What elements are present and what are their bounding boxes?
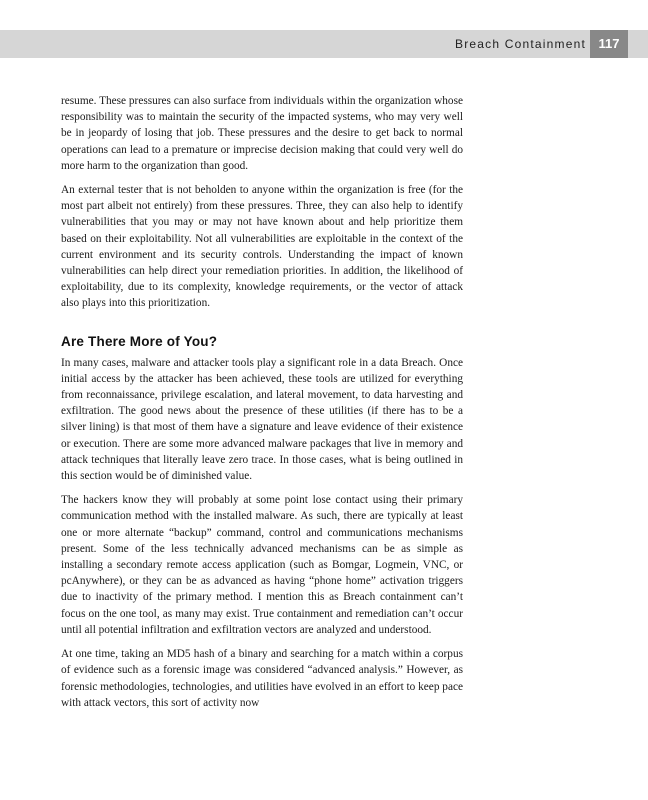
paragraph: In many cases, malware and attacker tools play a significant role in a data Breach. Once initial access by the attacker has been achieved, these tools are utilized for everything from reconnaissance, privilege escalation, and lateral movement, to data harvesting and exfiltration. The good news about the presence of these utilities (if there has to be a silver lining) is that most of them have a signature and leave evidence of their existence or execution. There are some more advanced malware packages that live in memory and attack techniques that literally leave zero trace. In those cases, what is being outlined in this section would be of diminished value. xyxy=(61,356,463,483)
paragraph: At one time, taking an MD5 hash of a binary and searching for a match within a corpus of evidence such as a forensic image was considered “advanced analysis.” However, as forensic methodologies, technologies, and utilities have evolved in an effort to keep pace with attack vectors, this sort of activity now xyxy=(61,648,463,709)
paragraph: resume. These pressures can also surface from individuals within the organization whose responsibility was to maintain the security of the impacted systems, who may very well be in jeopardy of losing that job. These pressures and the desire to get back to normal operations can lead to a premature or imprecise decision making that could very well do more harm to the organization than good. xyxy=(61,95,463,172)
paragraph: The hackers know they will probably at some point lose contact using their primary communication method with the installed malware. As such, there are typically at least one or more alternate “backup” command, control and communications mechanisms present. Some of the less technically advanced mechanisms can be as simple as installing a secondary remote access application (such as Bomgar, Logmein, VNC, or pcAnywhere), or they can be as advanced as having “phone home” activation triggers due to inactivity of the primary method. I mention this as Breach containment can’t focus on the one tool, as many may exist. True containment and remediation can’t occur until all potential infiltration and exfiltration vectors are analyzed and understood. xyxy=(61,494,463,636)
running-header xyxy=(0,30,648,58)
section-heading: Are There More of You? xyxy=(61,333,218,349)
page-number: 117 xyxy=(590,30,628,58)
paragraph: An external tester that is not beholden to anyone within the organization is free (for the most part albeit not entirely) from these pressures. Three, they can also help to identify vulnerabilities that you may or may not have known about and help prioritize them based on their exploitability. Not all vulnerabilities are exploitable in the context of the current environment and its security controls. Understanding the impact of known vulnerabilities can help direct your remediation priorities. In addition, the likelihood of exploitability, due to its complexity, knowledge requirements, or the vector of attack also plays into this prioritization. xyxy=(61,184,463,310)
chapter-title: Breach Containment xyxy=(455,37,586,51)
body-text xyxy=(61,93,463,719)
